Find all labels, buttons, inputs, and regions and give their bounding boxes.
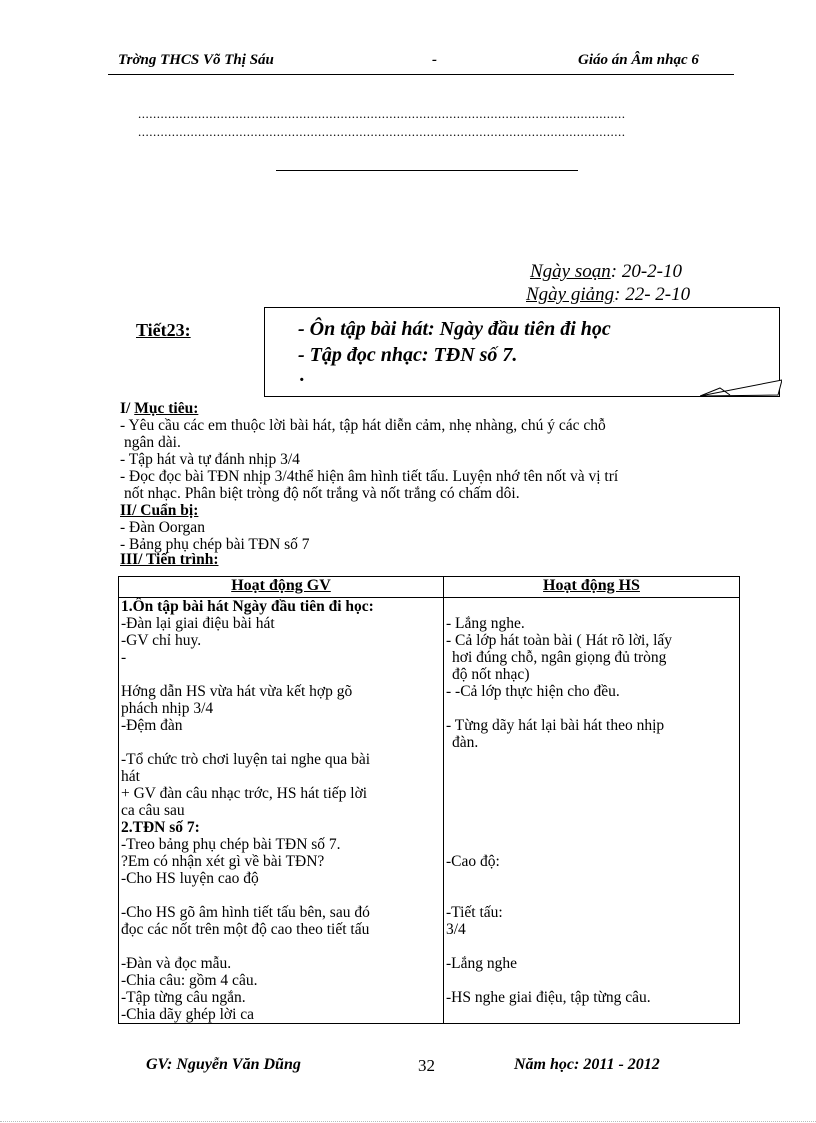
table-row [119, 598, 740, 1024]
hs-line [446, 836, 737, 853]
hs-line: - Cả lớp hát toàn bài ( Hát rõ lời, lấy [446, 632, 673, 649]
hs-line [446, 870, 737, 887]
gv-line: -Tập từng câu ngắn. [121, 989, 246, 1006]
header-rule [108, 74, 734, 75]
lesson-number: Tiết23: [136, 320, 191, 340]
date-giang-value: : 22- 2-10 [614, 284, 691, 305]
objective-line: - Đọc đọc bài TĐN nhịp 3/4thể hiện âm hình tiết tấu. Luyện nhớ tên nốt và vị trí [120, 468, 619, 485]
header-dash: - [432, 52, 437, 68]
gv-line: -Tổ chức trò chơi luyện tai nghe qua bài [121, 751, 371, 768]
objective-line: - Yêu cầu các em thuộc lời bài hát, tập hát diễn cảm, nhẹ nhàng, chú ý các chỗ [120, 417, 606, 434]
hs-line [446, 785, 737, 802]
hs-line: -HS nghe giai điệu, tập từng câu. [446, 989, 651, 1006]
dotted-line-2: .................................................................................................................................. [138, 124, 626, 139]
hs-line [446, 598, 737, 615]
page-number: 32 [418, 1056, 435, 1075]
header-subject: Giáo án Âm nhạc 6 [578, 52, 699, 68]
gv-line: -Đệm đàn [121, 717, 183, 734]
gv-line: 2.TĐN số 7: [121, 819, 200, 836]
folded-corner-icon [700, 378, 782, 398]
hs-line [446, 887, 737, 904]
col-header-gv: Hoạt động GV [119, 577, 444, 598]
gv-line: -Đàn lại giai điệu bài hát [121, 615, 275, 632]
gv-line: + GV đàn câu nhạc trớc, HS hát tiếp lời [121, 785, 368, 802]
hs-line [446, 819, 737, 836]
hs-line: -Lắng nghe [446, 955, 518, 972]
hs-line [446, 802, 737, 819]
gv-line: đọc các nốt trên một độ cao theo tiết tấu [121, 921, 370, 938]
gv-line: -Cho HS gõ âm hình tiết tấu bên, sau đó [121, 904, 370, 921]
procedure-title: III/ Tiến trình: [120, 551, 219, 568]
procedure-heading [120, 553, 618, 567]
page-edge [0, 1121, 816, 1122]
objective-line: - Tập hát và tự đánh nhịp 3/4 [120, 451, 300, 468]
lesson-item-1: - Ôn tập bài hát: Ngày đầu tiên đi học [298, 318, 611, 340]
gv-line: -Treo bảng phụ chép bài TĐN số 7. [121, 836, 341, 853]
lesson-item-3: . [300, 364, 305, 386]
footer-year: Năm học: 2011 - 2012 [514, 1056, 660, 1073]
hs-line [446, 768, 737, 785]
gv-line: -Chia dãy ghép lời ca [121, 1006, 255, 1023]
hs-line: độ nốt nhạc) [452, 666, 530, 683]
hs-line [446, 1006, 737, 1023]
gv-line: - [121, 649, 127, 666]
date-soan [530, 261, 682, 283]
hs-activity-cell [444, 598, 740, 1024]
gv-line: ca câu sau [121, 802, 185, 819]
date-soan-label: Ngày soạn [530, 261, 611, 282]
preparation-title: II/ Cuẩn bị: [120, 502, 199, 519]
objectives-number: I/ [120, 400, 135, 417]
hs-line: - -Cả lớp thực hiện cho đều. [446, 683, 620, 700]
footer-teacher: GV: Nguyễn Văn Dũng [146, 1056, 301, 1073]
objective-line: ngân dài. [124, 434, 181, 451]
gv-line: -Đàn và đọc mẫu. [121, 955, 232, 972]
gv-line: Hớng dẫn HS vừa hát vừa kết hợp gõ [121, 683, 353, 700]
gv-line: -Cho HS luyện cao độ [121, 870, 259, 887]
gv-line: ?Em có nhận xét gì về bài TĐN? [121, 853, 325, 870]
gv-line: 1.Ôn tập bài hát Ngày đầu tiên đi học: [121, 598, 374, 615]
gv-activity-cell [119, 598, 444, 1024]
activity-table [118, 576, 740, 1024]
gv-line [121, 666, 441, 683]
header-school: Trờng THCS Võ Thị Sáu [118, 52, 274, 68]
hs-line: - Lắng nghe. [446, 615, 525, 632]
gv-line: phách nhịp 3/4 [121, 700, 214, 717]
gv-line [121, 887, 441, 904]
lesson-item-2: - Tập đọc nhạc: TĐN số 7. [298, 344, 518, 366]
hs-line: -Cao độ: [446, 853, 500, 870]
hs-line: - Từng dãy hát lại bài hát theo nhịp [446, 717, 665, 734]
hs-line [446, 700, 737, 717]
gv-line: -GV chỉ huy. [121, 632, 202, 649]
preparation-heading [120, 502, 618, 519]
objectives-heading [120, 400, 618, 417]
gv-line: hát [121, 768, 140, 785]
objectives-title: Mục tiêu: [134, 400, 199, 417]
objectives-section [120, 400, 618, 567]
hs-line: đàn. [452, 734, 479, 751]
hs-line [446, 972, 737, 989]
date-giang [526, 284, 690, 306]
hs-line [446, 751, 737, 768]
objective-line: nốt nhạc. Phân biệt tròng độ nốt trắng và nốt trắng có chấm dôi. [124, 485, 520, 502]
preparation-line: - Đàn Oorgan [120, 519, 205, 536]
hs-line: -Tiết tấu: [446, 904, 503, 921]
dotted-line-1: .................................................................................................................................. [138, 106, 626, 121]
preparation-line: - Bảng phụ chép bài TĐN số 7 [120, 536, 310, 553]
divider-line [276, 170, 578, 171]
col-header-hs: Hoạt động HS [444, 577, 740, 598]
gv-line: -Chia câu: gồm 4 câu. [121, 972, 258, 989]
hs-line [446, 938, 737, 955]
gv-line [121, 734, 441, 751]
table-header-row [119, 577, 740, 598]
hs-line: 3/4 [446, 921, 466, 938]
hs-line: hơi đúng chỗ, ngân giọng đủ tròng [452, 649, 667, 666]
gv-line [121, 938, 441, 955]
date-giang-label: Ngày giảng [526, 284, 615, 305]
date-soan-value: : 20-2-10 [610, 261, 682, 282]
